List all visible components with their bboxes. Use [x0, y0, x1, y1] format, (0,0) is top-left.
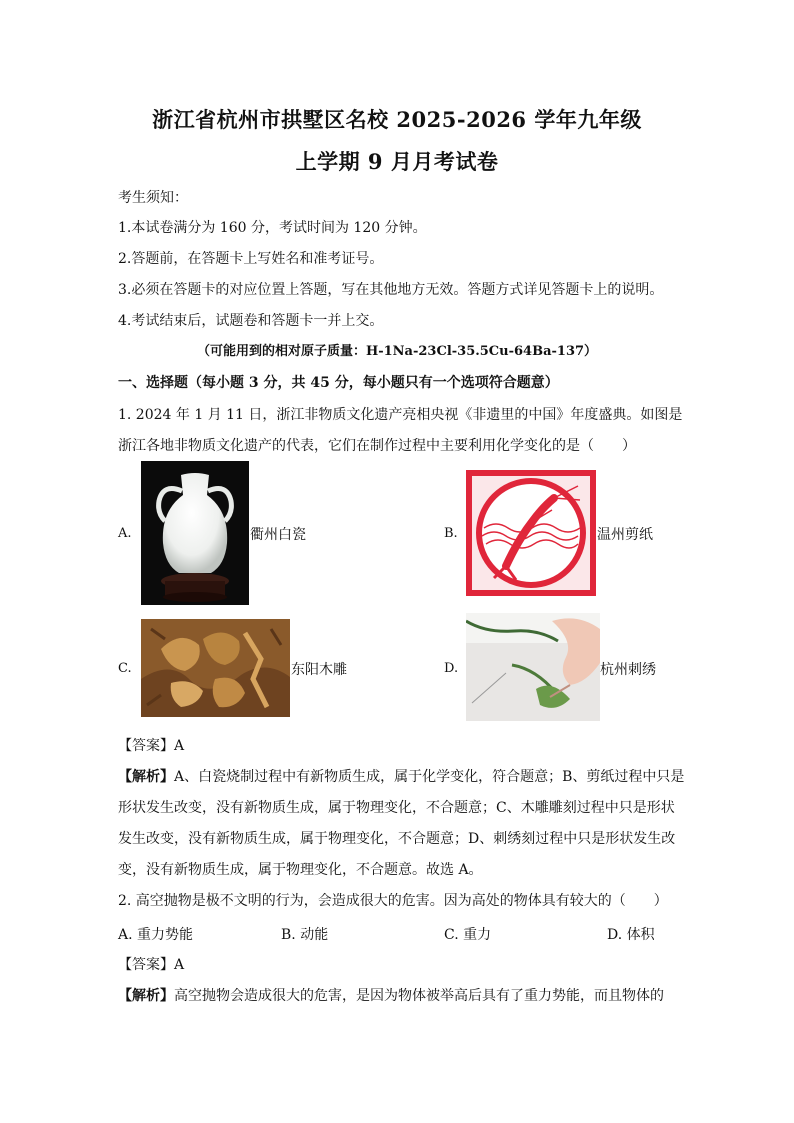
analysis-text: 高空抛物会造成很大的危害，是因为物体被举高后具有了重力势能，而且物体的 — [174, 988, 664, 1004]
notice-heading: 考生须知： — [118, 190, 188, 206]
question-1-analysis-line-1 — [118, 767, 684, 787]
analysis-text: A、白瓷烧制过程中有新物质生成，属于化学变化，符合题意；B、剪纸过程中只是 — [174, 769, 685, 785]
question-2-stem: 2. 高空抛物是极不文明的行为，会造成很大的危害。因为高处的物体具有较大的（ ） — [118, 893, 668, 909]
atomic-mass-note: （可能用到的相对原子质量：H-1Na-23Cl-35.5Cu-64Ba-137） — [196, 344, 598, 359]
option-c-label: 东阳木雕 — [291, 662, 347, 678]
question-1-stem-line-2: 浙江各地非物质文化遗产的代表，它们在制作过程中主要利用化学变化的是（ ） — [118, 438, 636, 454]
option-c-letter: C. — [118, 661, 132, 676]
question-1-analysis-line-4: 变，没有新物质生成，属于物理变化，不合题意。故选 A。 — [118, 862, 483, 878]
option-a-label: 衢州白瓷 — [250, 527, 306, 543]
notice-item-4: 4.考试结束后，试题卷和答题卡一并上交。 — [118, 313, 384, 329]
section-heading: 一、选择题（每小题 3 分，共 45 分，每小题只有一个选项符合题意） — [118, 375, 559, 391]
analysis-label: 【解析】 — [118, 769, 174, 785]
question-2-choice-b: B. 动能 — [281, 927, 329, 943]
question-1-analysis-line-3: 发生改变，没有新物质生成，属于物理变化，不合题意；D、刺绣刻过程中只是形状发生改 — [118, 831, 676, 847]
question-2-choice-c: C. 重力 — [444, 927, 492, 943]
option-d-label: 杭州刺绣 — [600, 662, 656, 678]
option-b-label: 温州剪纸 — [597, 527, 653, 543]
option-a-letter: A. — [118, 526, 132, 541]
title-line-1: 浙江省杭州市拱墅区名校 2025-2026 学年九年级 — [152, 107, 642, 132]
question-2-analysis — [118, 986, 664, 1006]
notice-item-1: 1.本试卷满分为 160 分，考试时间为 120 分钟。 — [118, 220, 427, 236]
embroidery-image — [466, 613, 600, 721]
question-1-answer: 【答案】A — [118, 738, 185, 754]
notice-item-2: 2.答题前，在答题卡上写姓名和准考证号。 — [118, 251, 384, 267]
notice-item-3: 3.必须在答题卡的对应位置上答题，写在其他地方无效。答题方式详见答题卡上的说明。 — [118, 282, 664, 298]
question-2-answer: 【答案】A — [118, 957, 185, 973]
wood-carving-image — [141, 619, 290, 717]
question-2-choice-a: A. 重力势能 — [118, 927, 194, 943]
option-d-letter: D. — [444, 661, 459, 676]
title-line-2: 上学期 9 月月考试卷 — [295, 149, 499, 174]
question-1-stem-line-1: 1. 2024 年 1 月 11 日，浙江非物质文化遗产亮相央视《非遗里的中国》年度盛典。如图是 — [118, 407, 683, 423]
white-porcelain-vase-image — [141, 461, 249, 605]
analysis-label: 【解析】 — [118, 988, 174, 1004]
question-2-choice-d: D. 体积 — [607, 927, 655, 943]
question-1-analysis-line-2: 形状发生改变，没有新物质生成，属于物理变化，不合题意；C、木雕雕刻过程中只是形状 — [118, 800, 675, 816]
option-b-letter: B. — [444, 526, 458, 541]
red-paper-cut-shrimp-image — [466, 470, 596, 596]
